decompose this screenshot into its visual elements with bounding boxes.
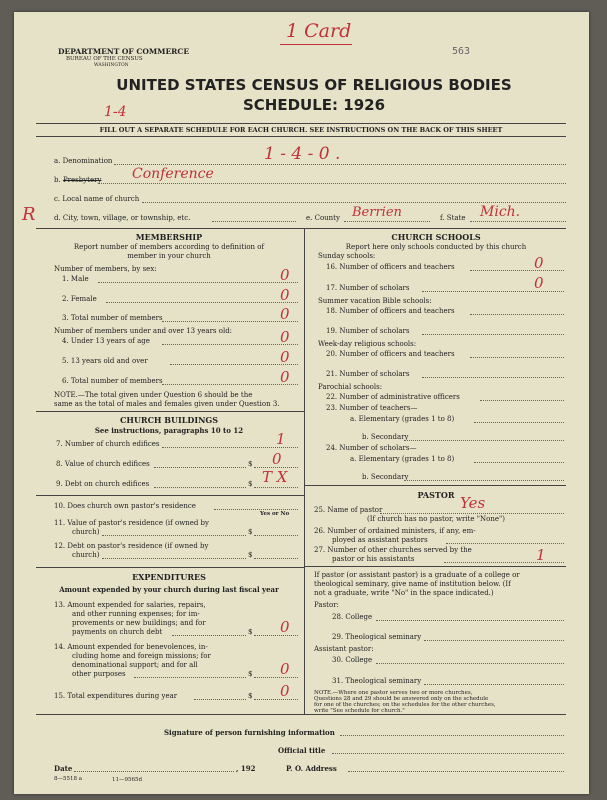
q12-label-1: 12. Debt on pastor's residence (if owned by	[54, 542, 209, 550]
sunday-label: Sunday schools:	[318, 252, 376, 260]
denomination-label: a. Denomination	[54, 157, 113, 165]
city-label: d. City, town, village, or township, etc.	[54, 214, 191, 222]
q1-value: 0	[280, 266, 290, 284]
q14-label-2: cluding home and foreign missions; for	[72, 652, 211, 660]
q28-label: 28. College	[332, 613, 373, 621]
q4-label: 4. Under 13 years of age	[62, 337, 150, 345]
q13-label-4: payments on church debt	[72, 628, 163, 636]
q24-label: 24. Number of scholars—	[326, 444, 417, 452]
q11-dollar: $	[248, 528, 253, 536]
q11-label-2: church)	[72, 528, 100, 536]
pastor-note-4: write "See schedule for church."	[314, 708, 405, 714]
year-label: , 192	[236, 764, 256, 773]
q26-label-1: 26. Number of ordained ministers, if any, em-	[314, 527, 476, 535]
pastor-note-2: Questions 28 and 29 should be answered only on the schedule	[314, 696, 489, 702]
form-title: UNITED STATES CENSUS OF RELIGIOUS BODIES	[116, 76, 512, 94]
q10-hint: Yes or No	[260, 511, 290, 517]
q9-value: T X	[262, 468, 288, 486]
denomination-value: 1 - 4 - 0 .	[264, 144, 341, 164]
q23a-label: a. Elementary (grades 1 to 8)	[350, 415, 455, 423]
assistant-sub-label: Assistant pastor:	[314, 645, 374, 653]
schedule-title: SCHEDULE: 1926	[242, 96, 386, 114]
college-intro-3: not a graduate, write "No" in the space indicated.)	[314, 589, 494, 597]
q17-label: 17. Number of scholars	[326, 284, 410, 292]
pastor-sub-label: Pastor:	[314, 601, 339, 609]
handwritten-card-note: 1 Card	[286, 20, 352, 42]
q25-label: 25. Name of pastor	[314, 506, 383, 514]
q25-sub: (If church has no pastor, write "None")	[367, 515, 505, 523]
q13-label-2: and other running expenses; for im-	[72, 610, 200, 618]
expenditures-heading: EXPENDITURES	[132, 572, 206, 582]
q31-label: 31. Theological seminary	[332, 677, 422, 685]
q15-label: 15. Total expenditures during year	[54, 692, 178, 700]
buildings-sub: See instructions, paragraphs 10 to 12	[94, 426, 244, 435]
summer-label: Summer vacation Bible schools:	[318, 297, 432, 305]
conference-value: Conference	[132, 166, 214, 182]
q8-dollar: $	[248, 460, 253, 468]
po-address-label: P. O. Address	[286, 764, 337, 773]
q9-label: 9. Debt on church edifices	[56, 480, 150, 488]
state-value: Mich.	[480, 204, 521, 220]
q15-value: 0	[280, 682, 290, 700]
local-name-label: c. Local name of church	[54, 195, 140, 203]
q11-label-1: 11. Value of pastor's residence (if owned by	[54, 519, 209, 527]
q8-label: 8. Value of church edifices	[56, 460, 150, 468]
q14-label-3: denominational support; and for all	[72, 661, 198, 669]
q6-value: 0	[280, 368, 290, 386]
q7-value: 1	[276, 430, 286, 448]
q5-label: 5. 13 years old and over	[62, 357, 148, 365]
q20-label: 20. Number of officers and teachers	[326, 350, 455, 358]
q8-value: 0	[272, 450, 282, 468]
membership-heading: MEMBERSHIP	[135, 232, 203, 242]
membership-intro-1: Report number of members according to definition of	[73, 243, 265, 251]
by-age-label: Number of members under and over 13 years old:	[54, 327, 233, 335]
form-number: 8—5518 a	[54, 776, 83, 782]
q25-value: Yes	[460, 494, 486, 512]
q14-label-4: other purposes	[72, 670, 126, 678]
q14-label-1: 14. Amount expended for benevolences, in-	[54, 643, 208, 651]
q1-label: 1. Male	[62, 275, 89, 283]
handwritten-code: 1-4	[104, 104, 127, 120]
buildings-heading: CHURCH BUILDINGS	[120, 415, 218, 425]
stamp-number: 563	[452, 46, 471, 57]
presbytery-label: b. Presbytery	[54, 176, 102, 184]
q10-label: 10. Does church own pastor's residence	[54, 502, 196, 510]
official-title-label: Official title	[278, 746, 326, 755]
parochial-label: Parochial schools:	[318, 383, 383, 391]
pastor-note-1: NOTE.—Where one pastor serves two or more churches,	[314, 690, 473, 696]
membership-intro-2: member in your church	[127, 252, 211, 260]
q26-label-2: ployed as assistant pastors	[332, 536, 428, 544]
date-label: Date	[54, 764, 73, 773]
expenditures-sub: Amount expended by your church during last fiscal year	[59, 585, 279, 594]
pastor-heading: PASTOR	[417, 490, 455, 500]
q24b-label: b. Secondary	[362, 473, 409, 481]
instruction-line: FILL OUT A SEPARATE SCHEDULE FOR EACH CHURCH. SEE INSTRUCTIONS ON THE BACK OF THIS SHEET	[99, 126, 503, 134]
q7-label: 7. Number of church edifices	[56, 440, 160, 448]
q5-value: 0	[280, 348, 290, 366]
membership-note-1: NOTE.—The total given under Question 6 should be the	[54, 391, 253, 399]
q3-label: 3. Total number of members	[62, 314, 163, 322]
q18-label: 18. Number of officers and teachers	[326, 307, 455, 315]
q21-label: 21. Number of scholars	[326, 370, 410, 378]
census-form-sheet	[14, 12, 589, 794]
q12-dollar: $	[248, 551, 253, 559]
schools-sub: Report here only schools conducted by this church	[345, 243, 527, 251]
college-intro-1: If pastor (or assistant pastor) is a graduate of a college or	[314, 571, 520, 579]
college-intro-2: theological seminary, give name of institution below. (If	[314, 580, 511, 588]
q16-value: 0	[534, 254, 544, 272]
q27-label-2: pastor or his assistants	[332, 555, 415, 563]
q12-label-2: church)	[72, 551, 100, 559]
q27-value: 1	[536, 546, 546, 564]
bureau-name: BUREAU OF THE CENSUS	[66, 56, 143, 62]
weekday-label: Week-day religious schools:	[318, 340, 417, 348]
q23-label: 23. Number of teachers—	[326, 404, 418, 412]
q9-dollar: $	[248, 480, 253, 488]
q13-label-3: provements or new buildings; and for	[72, 619, 206, 627]
by-sex-label: Number of members, by sex:	[54, 265, 157, 273]
print-number: 11—9565d	[112, 777, 143, 783]
q2-value: 0	[280, 286, 290, 304]
q2-label: 2. Female	[62, 295, 97, 303]
q13-value: 0	[280, 618, 290, 636]
q29-label: 29. Theological seminary	[332, 633, 422, 641]
q6-label: 6. Total number of members	[62, 377, 163, 385]
q19-label: 19. Number of scholars	[326, 327, 410, 335]
q13-dollar: $	[248, 628, 253, 636]
q22-label: 22. Number of administrative officers	[326, 393, 460, 401]
q30-label: 30. College	[332, 656, 373, 664]
q14-dollar: $	[248, 670, 253, 678]
county-label: e. County	[306, 214, 340, 222]
q4-value: 0	[280, 328, 290, 346]
department-name: DEPARTMENT OF COMMERCE	[58, 47, 190, 56]
county-value: Berrien	[352, 205, 402, 220]
state-label: f. State	[440, 214, 466, 222]
q13-label-1: 13. Amount expended for salaries, repairs,	[54, 601, 206, 609]
q15-dollar: $	[248, 692, 253, 700]
membership-note-2: same as the total of males and females given under Question 3.	[54, 400, 280, 408]
q17-value: 0	[534, 274, 544, 292]
handwritten-underline	[280, 44, 352, 45]
margin-mark: R	[22, 204, 36, 225]
q14-value: 0	[280, 660, 290, 678]
schools-heading: CHURCH SCHOOLS	[391, 232, 481, 242]
q24a-label: a. Elementary (grades 1 to 8)	[350, 455, 455, 463]
q23b-label: b. Secondary	[362, 433, 409, 441]
q16-label: 16. Number of officers and teachers	[326, 263, 455, 271]
signature-label: Signature of person furnishing information	[164, 728, 335, 737]
q27-label-1: 27. Number of other churches served by the	[314, 546, 472, 554]
pastor-note-3: for one of the churches; on the schedules for the other churches,	[314, 702, 496, 708]
q3-value: 0	[280, 305, 290, 323]
city-name: WASHINGTON	[94, 63, 129, 68]
